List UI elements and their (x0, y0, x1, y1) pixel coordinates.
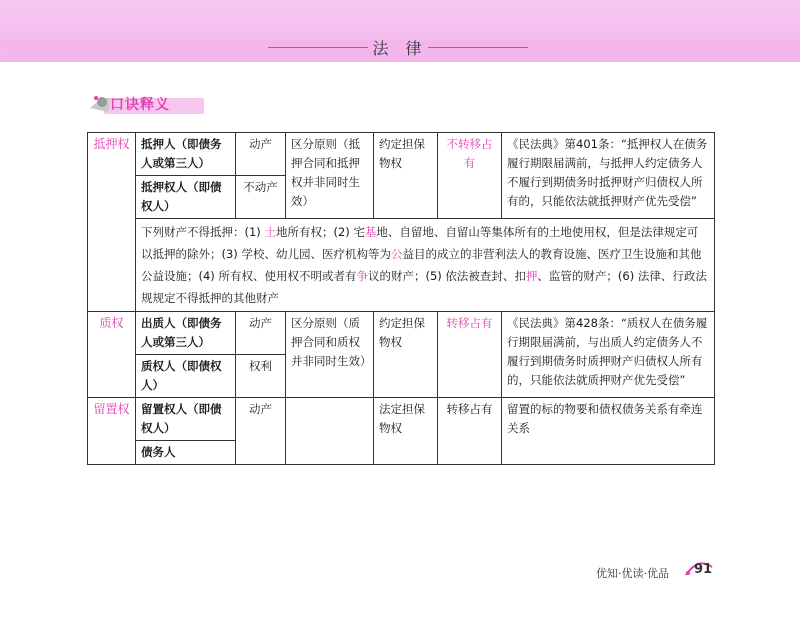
table-row (88, 219, 715, 312)
property-cell: 动产 (236, 133, 286, 176)
law-article-cell: 《民法典》第401条：“抵押权人在债务履行期限届满前，与抵押人约定债务人不履行到期债务时抵押财产归债权人所有的，只能依法就抵押财产优先受偿” (502, 133, 715, 219)
keyword-highlight: 基 (364, 225, 377, 239)
property-cell: 不动产 (236, 176, 286, 219)
property-cell: 权利 (236, 355, 286, 398)
guarantee-type-cell: 约定担保物权 (374, 312, 438, 398)
forbidden-text: 益目的成立的非营利法人的教育设施、医疗卫生设施和其他公益设施；(4) 所有权、使用权不明或者有 (141, 247, 702, 283)
keyword-highlight: 公 (390, 247, 403, 261)
possession-cell: 转移占有 (438, 312, 502, 398)
law-article-cell: 《民法典》第428条：“质权人在债务履行期限届满前，与出质人约定债务人不履行到期债务时质押财产归债权人所有的，只能依法就质押财产优先受偿” (502, 312, 715, 398)
page-number: 91 (694, 562, 713, 577)
table-row (88, 133, 715, 176)
keyword-highlight: 土 (264, 225, 276, 239)
footer-slogan: 优知·优读·优品 (596, 567, 669, 580)
category-pledge: 质权 (88, 312, 136, 398)
keyword-highlight: 押 (525, 269, 538, 283)
party-cell: 债务人 (136, 441, 236, 465)
forbidden-text: 地、自留地、自留山等集体所有的土地使用权，但是法律规定可以抵押的除外；(3) 学校、幼儿园、医疗机构等为 (141, 225, 699, 261)
principle-cell: 区分原则（抵押合同和抵押权并非同时生效） (286, 133, 374, 219)
property-cell: 动产 (236, 398, 286, 465)
possession-cell: 不转移占有 (438, 133, 502, 219)
law-article-cell: 留置的标的物要和债权债务关系有牵连关系 (502, 398, 715, 465)
party-cell: 抵押人（即债务人或第三人） (136, 133, 236, 176)
security-rights-table (87, 132, 715, 465)
keyword-highlight: 争 (356, 269, 368, 283)
principle-cell: 区分原则（质押合同和质权并非同时生效） (286, 312, 374, 398)
table-row (88, 398, 715, 441)
forbidden-text: 、监管的财产；(6) 法律、行政法规规定不得抵押的其他财产 (141, 269, 707, 305)
forbidden-text: 地所有权；(2) 宅 (275, 225, 365, 239)
category-lien: 留置权 (88, 398, 136, 465)
forbidden-text: 下列财产不得抵押：(1) (141, 225, 265, 239)
guarantee-type-cell: 法定担保物权 (374, 398, 438, 465)
party-cell: 留置权人（即债权人） (136, 398, 236, 441)
principle-cell (286, 398, 374, 465)
party-cell: 抵押权人（即债权人） (136, 176, 236, 219)
table-row (88, 312, 715, 355)
forbidden-text: 议的财产；(5) 依法被查封、扣 (367, 269, 526, 283)
party-cell: 出质人（即债务人或第三人） (136, 312, 236, 355)
category-mortgage: 抵押权 (88, 133, 136, 312)
guarantee-type-cell: 约定担保物权 (374, 133, 438, 219)
party-cell: 质权人（即债权人） (136, 355, 236, 398)
page-header-title: 法 律 (372, 39, 428, 58)
section-title: 口诀释义 (110, 97, 170, 113)
property-cell: 动产 (236, 312, 286, 355)
forbidden-property-cell (136, 219, 715, 312)
possession-cell: 转移占有 (438, 398, 502, 465)
